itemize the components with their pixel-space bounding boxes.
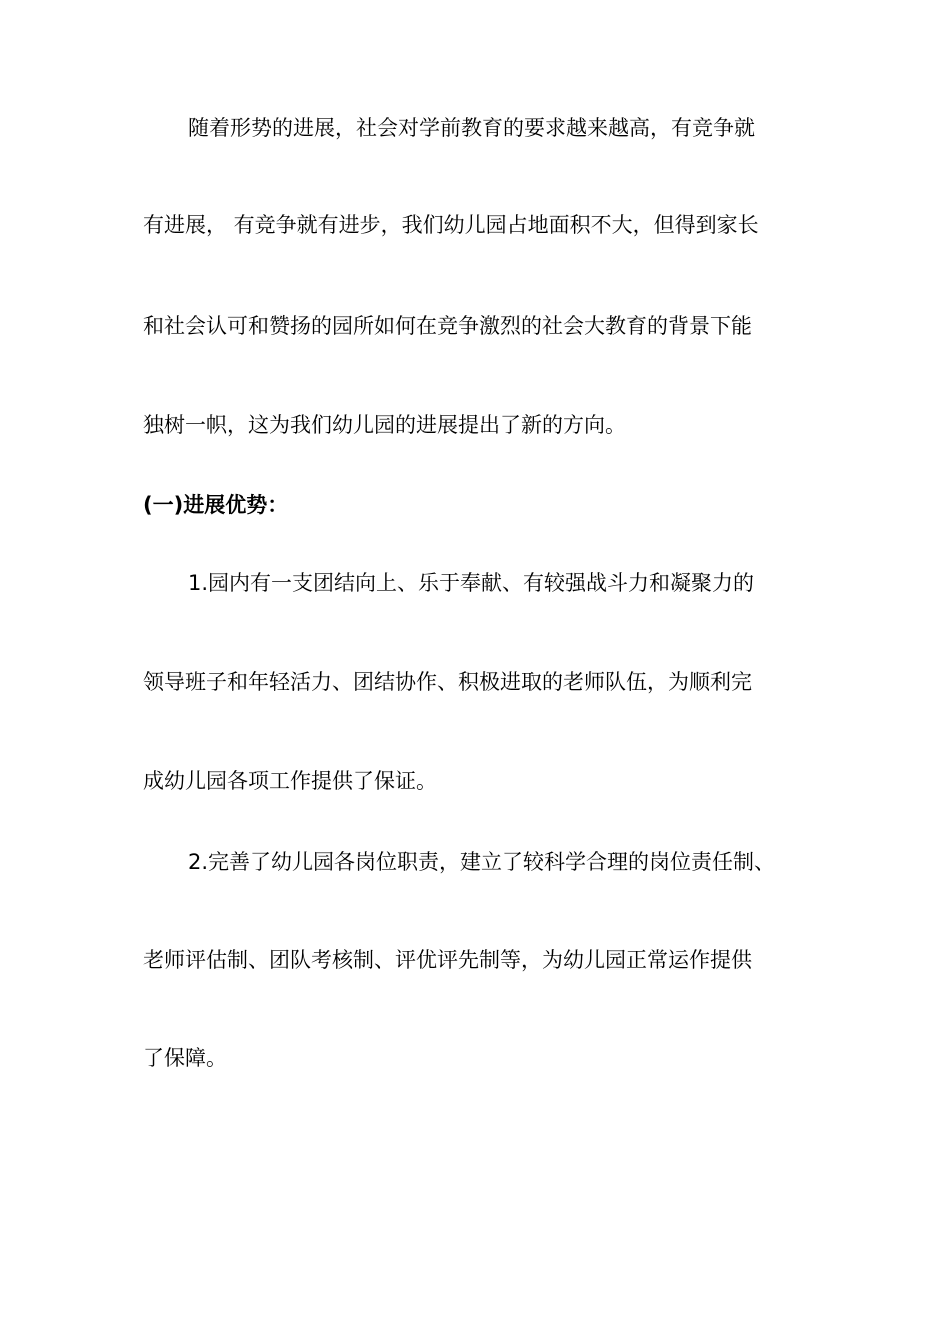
paragraph-4-line-2: 老师评估制、团队考核制、评优评先制等，为幼儿园正常运作提供 (143, 948, 752, 972)
paragraph-3-line-3: 成幼儿园各项工作提供了保证。 (143, 769, 437, 793)
paragraph-3-line-2: 领导班子和年轻活力、团结协作、积极进取的老师队伍，为顺利完 (143, 670, 752, 694)
section-heading: (一)进展优势： (143, 493, 289, 517)
paragraph-4-line-3: 了保障。 (143, 1046, 227, 1070)
paragraph-1-line-2: 有进展， 有竞争就有进步，我们幼儿园占地面积不大，但得到家长 (143, 213, 759, 237)
paragraph-1-line-4: 独树一帜，这为我们幼儿园的进展提出了新的方向。 (143, 413, 626, 437)
paragraph-4-line-1: 2.完善了幼儿园各岗位职责，建立了较科学合理的岗位责任制、 (188, 850, 776, 874)
paragraph-3-line-1: 1.园内有一支团结向上、乐于奉献、有较强战斗力和凝聚力的 (188, 571, 755, 595)
paragraph-1-line-1: 随着形势的进展，社会对学前教育的要求越来越高，有竞争就 (188, 116, 755, 140)
paragraph-1-line-3: 和社会认可和赞扬的园所如何在竞争激烈的社会大教育的背景下能 (143, 314, 752, 338)
